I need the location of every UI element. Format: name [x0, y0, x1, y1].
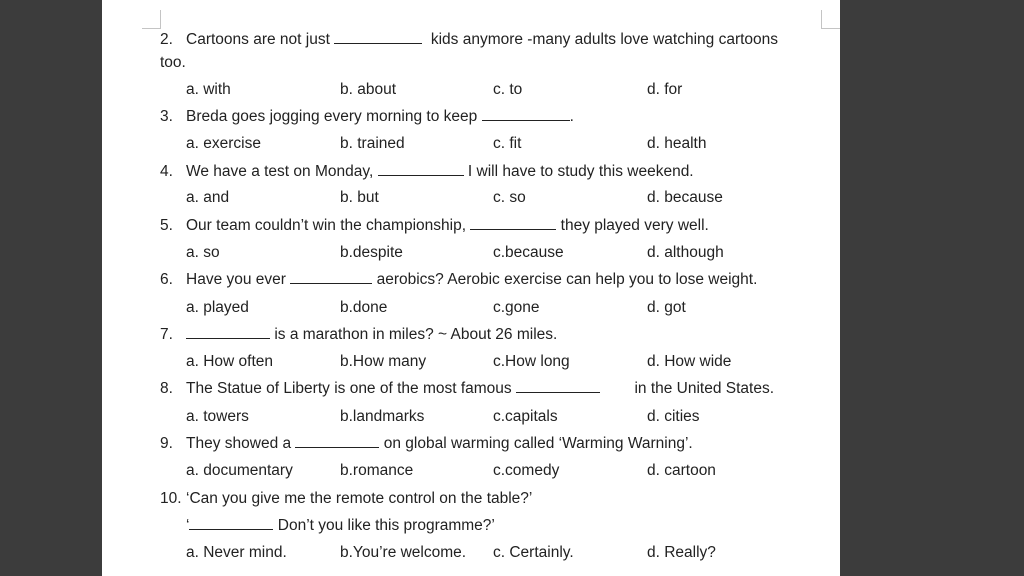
question-number: 9.	[160, 435, 173, 452]
question-text: The Statue of Liberty is one of the most famous	[186, 380, 512, 397]
margin-corner-mark	[821, 10, 840, 29]
option-b: b. but	[340, 189, 379, 206]
question-text-continuation: too.	[160, 54, 186, 71]
option-c: c. fit	[493, 135, 522, 152]
option-d: d. How wide	[647, 353, 732, 370]
option-c: c. so	[493, 189, 526, 206]
question-number: 5.	[160, 217, 173, 234]
question-text: Don’t you like this programme?’	[277, 517, 495, 534]
option-a: a. documentary	[186, 462, 293, 479]
question-text: in the United States.	[634, 380, 775, 397]
option-d: d. health	[647, 135, 707, 152]
answer-blank	[186, 326, 270, 339]
answer-blank	[290, 271, 372, 284]
question-number: 7.	[160, 326, 173, 343]
question-number: 6.	[160, 271, 173, 288]
option-a: a. so	[186, 244, 220, 261]
option-a: a. exercise	[186, 135, 261, 152]
answer-blank	[295, 435, 379, 448]
option-b: b.romance	[340, 462, 414, 479]
option-b: b.done	[340, 299, 388, 316]
question-text: on global warming called ‘Warming Warning’.	[383, 435, 693, 452]
option-d: d. Really?	[647, 544, 716, 561]
option-c: c.comedy	[493, 462, 560, 479]
question-number: 2.	[160, 31, 173, 48]
option-c: c.How long	[493, 353, 570, 370]
option-c: c.gone	[493, 299, 540, 316]
option-a: a. Never mind.	[186, 544, 287, 561]
option-b: b.landmarks	[340, 408, 425, 425]
question-number: 8.	[160, 380, 173, 397]
question-text: I will have to study this weekend.	[467, 163, 694, 180]
question-number: 10.	[160, 490, 182, 507]
answer-blank	[516, 380, 600, 393]
question-text: ‘Can you give me the remote control on the table?’	[186, 490, 533, 507]
option-d: d. got	[647, 299, 686, 316]
margin-corner-mark	[142, 10, 161, 29]
option-a: a. How often	[186, 353, 274, 370]
question-text: kids anymore -many adults love watching cartoons	[430, 31, 779, 48]
option-b: b.You’re welcome.	[340, 544, 467, 561]
question-text: .	[569, 108, 574, 125]
answer-blank	[470, 217, 556, 230]
question-text: We have a test on Monday,	[186, 163, 374, 180]
option-a: a. towers	[186, 408, 249, 425]
question-text: Our team couldn’t win the championship,	[186, 217, 467, 234]
option-b: b. about	[340, 81, 397, 98]
question-number: 3.	[160, 108, 173, 125]
answer-blank	[334, 31, 422, 44]
option-a: a. and	[186, 189, 230, 206]
option-c: c. to	[493, 81, 523, 98]
option-b: b. trained	[340, 135, 405, 152]
question-text: aerobics? Aerobic exercise can help you to lose weight.	[376, 271, 758, 288]
option-c: c.capitals	[493, 408, 558, 425]
option-d: d. cartoon	[647, 462, 716, 479]
question-text: They showed a	[186, 435, 292, 452]
question-text: Have you ever	[186, 271, 286, 288]
option-d: d. because	[647, 189, 723, 206]
option-d: d. for	[647, 81, 683, 98]
option-a: a. played	[186, 299, 249, 316]
answer-blank	[189, 517, 273, 530]
question-text: is a marathon in miles? ~ About 26 miles.	[274, 326, 558, 343]
quote-mark: ‘	[186, 517, 190, 534]
question-text: they played very well.	[560, 217, 709, 234]
option-a: a. with	[186, 81, 231, 98]
option-b: b.How many	[340, 353, 427, 370]
option-d: d. although	[647, 244, 724, 261]
question-text: Cartoons are not just	[186, 31, 330, 48]
question-text: Breda goes jogging every morning to keep	[186, 108, 478, 125]
document-page	[102, 0, 840, 576]
answer-blank	[482, 108, 570, 121]
answer-blank	[378, 163, 464, 176]
option-d: d. cities	[647, 408, 700, 425]
option-b: b.despite	[340, 244, 403, 261]
option-c: c. Certainly.	[493, 544, 574, 561]
question-number: 4.	[160, 163, 173, 180]
option-c: c.because	[493, 244, 564, 261]
